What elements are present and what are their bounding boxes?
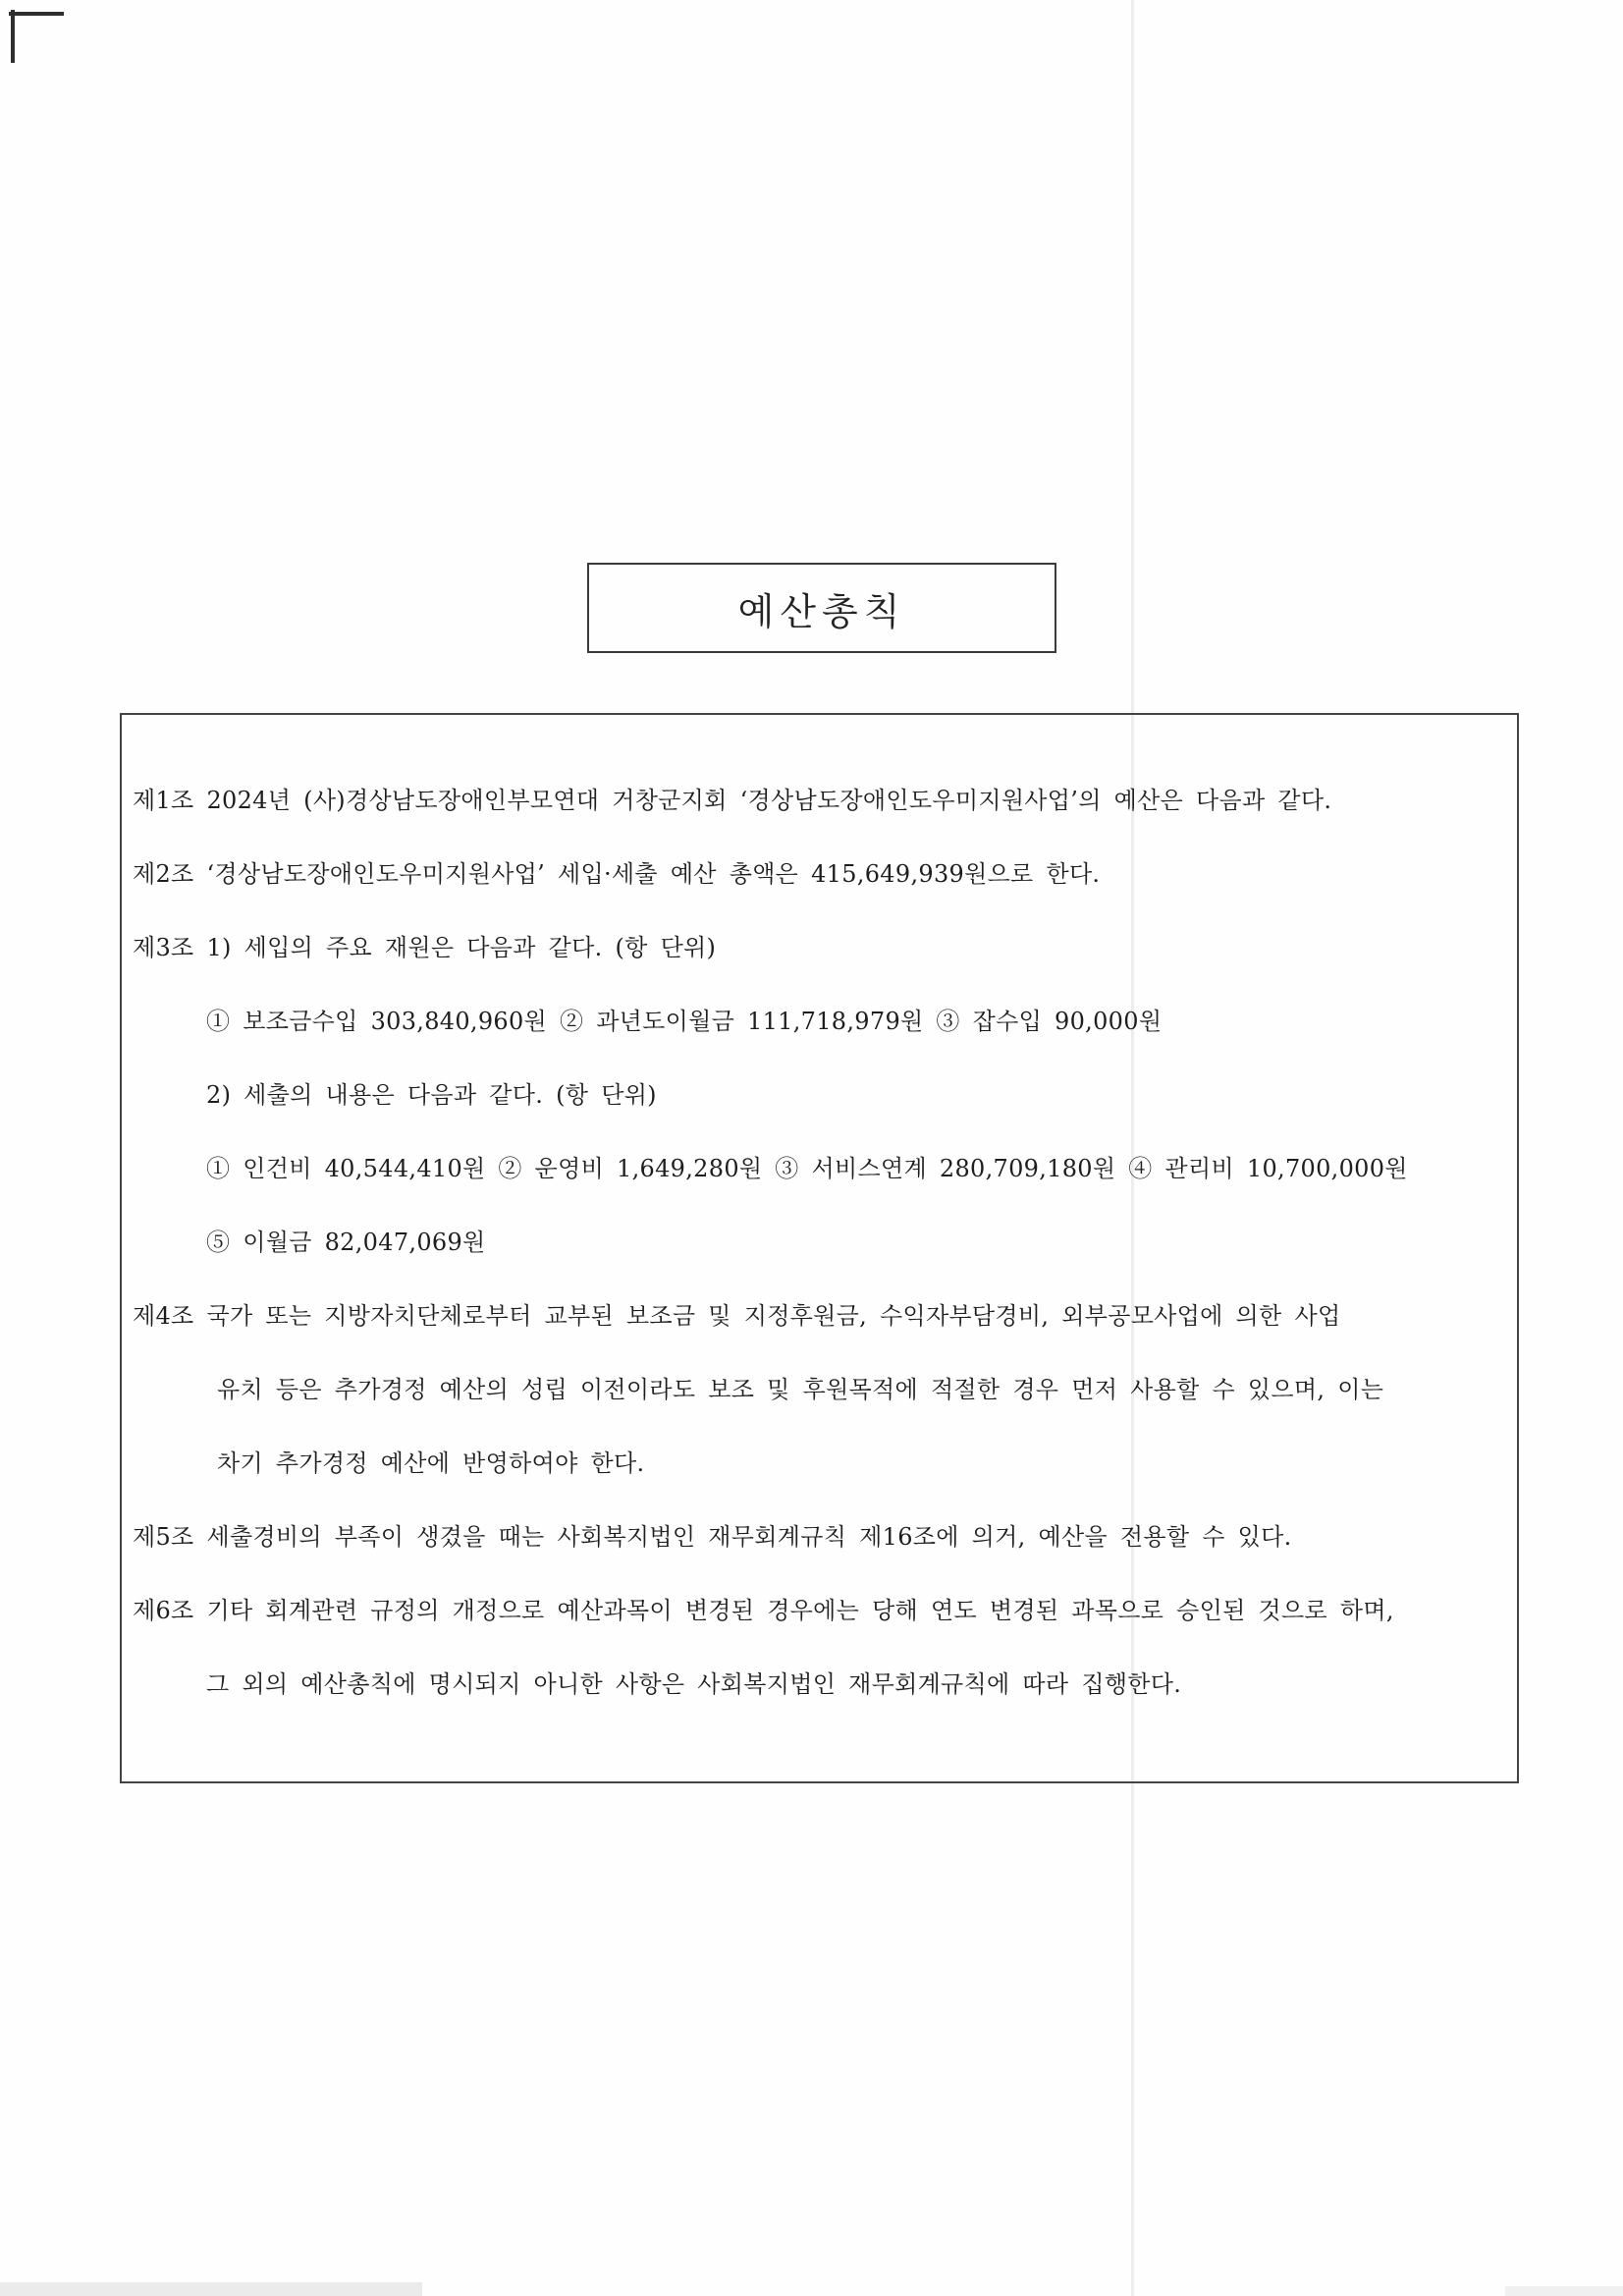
article-line: 제6조 기타 회계관련 규정의 개정으로 예산과목이 변경된 경우에는 당해 연도 변경된 과목으로 승인된 것으로 하며, (133, 1597, 1394, 1624)
article-line: ⑤ 이월금 82,047,069원 (206, 1229, 486, 1256)
articles-box (120, 713, 1519, 1783)
article-line: 제1조 2024년 (사)경상남도장애인부모연대 거창군지회 ‘경상남도장애인도우미지원사업’의 예산은 다음과 같다. (133, 787, 1332, 814)
article-line: 그 외의 예산총칙에 명시되지 아니한 사항은 사회복지법인 재무회계규칙에 따라 집행한다. (206, 1670, 1182, 1698)
article-lines (133, 764, 1503, 1722)
title-box (587, 563, 1056, 653)
article-line: ① 인건비 40,544,410원 ② 운영비 1,649,280원 ③ 서비스연계 280,709,180원 ④ 관리비 10,700,000원 (206, 1155, 1408, 1182)
article-line: 제3조 1) 세입의 주요 재원은 다음과 같다. (항 단위) (133, 934, 717, 961)
article-line: ① 보조금수입 303,840,960원 ② 과년도이월금 111,718,979원 ③ 잡수입 90,000원 (206, 1008, 1163, 1035)
scan-corner-mark-horizontal (9, 12, 64, 16)
article-line: 제4조 국가 또는 지방자치단체로부터 교부된 보조금 및 지정후원금, 수익자부담경비, 외부공모사업에 의한 사업 (133, 1302, 1341, 1330)
article-line: 제2조 ‘경상남도장애인도우미지원사업’ 세입·세출 예산 총액은 415,649,939원으로 한다. (133, 860, 1101, 888)
scan-bottom-smudge-left (0, 2282, 422, 2296)
article-line: 제5조 세출경비의 부족이 생겼을 때는 사회복지법인 재무회계규칙 제16조에 의거, 예산을 전용할 수 있다. (133, 1523, 1292, 1551)
page-title: 예산총칙 (737, 589, 906, 633)
scan-corner-mark-vertical (11, 10, 15, 63)
article-line: 유치 등은 추가경정 예산의 성립 이전이라도 보조 및 후원목적에 적절한 경우 먼저 사용할 수 있으며, 이는 (217, 1376, 1384, 1403)
scan-bottom-smudge-right (1505, 2286, 1623, 2296)
article-line: 차기 추가경정 예산에 반영하여야 한다. (217, 1449, 645, 1477)
article-line: 2) 세출의 내용은 다음과 같다. (항 단위) (206, 1081, 657, 1109)
